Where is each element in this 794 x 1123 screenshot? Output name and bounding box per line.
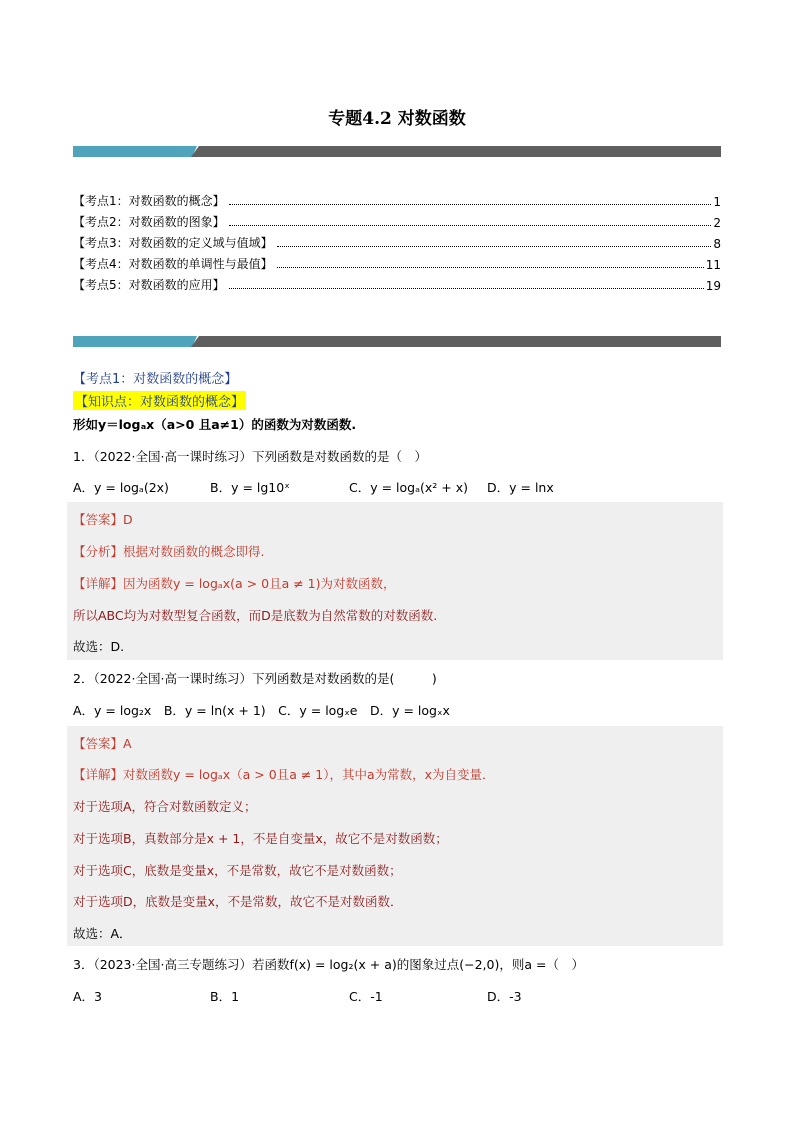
choice-text: 故选：D. bbox=[73, 639, 125, 654]
toc-label: 【考点1：对数函数的概念】 bbox=[73, 194, 225, 208]
option-b[interactable]: B．y = lg10ˣ bbox=[210, 480, 290, 495]
knowledge-point-label: 【知识点：对数函数的概念】 bbox=[73, 391, 246, 410]
toc-label: 【考点5：对数函数的应用】 bbox=[73, 278, 225, 292]
question-3-stem: 3．（2023·全国·高三专题练习）若函数f(x) = log₂(x + a)的图象过点(−2,0)，则a =（ ） bbox=[73, 957, 584, 972]
option-c[interactable]: C．-1 bbox=[349, 989, 383, 1004]
detail-line: 对于选项B，真数部分是x + 1，不是自变量x，故它不是对数函数； bbox=[73, 831, 448, 846]
toc-entry[interactable] bbox=[73, 230, 721, 251]
toc-label: 【考点3：对数函数的定义域与值域】 bbox=[73, 236, 273, 250]
toc-entry[interactable] bbox=[73, 251, 721, 272]
toc-page: 19 bbox=[705, 279, 721, 293]
option-d[interactable]: D．y = lnx bbox=[487, 480, 554, 495]
detail-text: 【详解】对数函数y = logₐx（a > 0且a ≠ 1），其中a为常数，x为自变量． bbox=[73, 767, 495, 782]
option-a[interactable]: A．3 bbox=[73, 989, 103, 1004]
detail-line: 对于选项A，符合对数函数定义； bbox=[73, 799, 257, 814]
choice-text: 故选：A． bbox=[73, 926, 132, 941]
answer-text: 【答案】D bbox=[73, 512, 133, 527]
question-2-stem: 2．（2022·全国·高一课时练习）下列函数是对数函数的是( ) bbox=[73, 671, 437, 686]
section-heading: 【考点1：对数函数的概念】 bbox=[73, 372, 238, 387]
toc-entry[interactable] bbox=[73, 209, 721, 230]
question-1-stem: 1．（2022·全国·高一课时练习）下列函数是对数函数的是（ ） bbox=[73, 449, 427, 464]
question-1-solution bbox=[67, 502, 723, 660]
option-d[interactable]: D．-3 bbox=[487, 989, 522, 1004]
question-2-solution bbox=[67, 726, 723, 946]
header-band bbox=[73, 146, 721, 157]
toc-label: 【考点2：对数函数的图象】 bbox=[73, 215, 225, 229]
toc-page: 2 bbox=[713, 216, 721, 230]
table-of-contents bbox=[73, 188, 721, 293]
option-a[interactable]: A．y = logₐ(2x) bbox=[73, 480, 169, 495]
detail-line: 对于选项C，底数是变量x，不是常数，故它不是对数函数； bbox=[73, 863, 402, 878]
detail-line: 所以ABC均为对数型复合函数，而D是底数为自然常数的对数函数. bbox=[73, 608, 438, 623]
section-band bbox=[73, 336, 721, 347]
analysis-text: 【分析】根据对数函数的概念即得. bbox=[73, 544, 265, 559]
option-b[interactable]: B．1 bbox=[210, 989, 240, 1004]
detail-text: 【详解】因为函数y = logₐx(a > 0且a ≠ 1)为对数函数， bbox=[73, 576, 396, 591]
definition-text: 形如y＝logₐx（a>0 且a≠1）的函数为对数函数. bbox=[73, 417, 357, 432]
toc-label: 【考点4：对数函数的单调性与最值】 bbox=[73, 257, 273, 271]
option-c[interactable]: C．y = logₐ(x² + x) bbox=[349, 480, 468, 495]
detail-line: 对于选项D，底数是变量x，不是常数，故它不是对数函数． bbox=[73, 894, 403, 909]
question-3-options bbox=[73, 987, 713, 1005]
toc-page: 8 bbox=[713, 237, 721, 251]
page-title: 专题4.2 对数函数 bbox=[328, 109, 466, 129]
question-1-options bbox=[73, 478, 713, 496]
toc-entry[interactable] bbox=[73, 188, 721, 209]
question-2-options: A．y = log₂x B．y = ln(x + 1) C．y = logₓe D．y = logₓx bbox=[73, 703, 450, 718]
toc-page: 1 bbox=[713, 195, 721, 209]
toc-page: 11 bbox=[705, 258, 721, 272]
answer-text: 【答案】A bbox=[73, 736, 132, 751]
toc-entry[interactable] bbox=[73, 272, 721, 293]
